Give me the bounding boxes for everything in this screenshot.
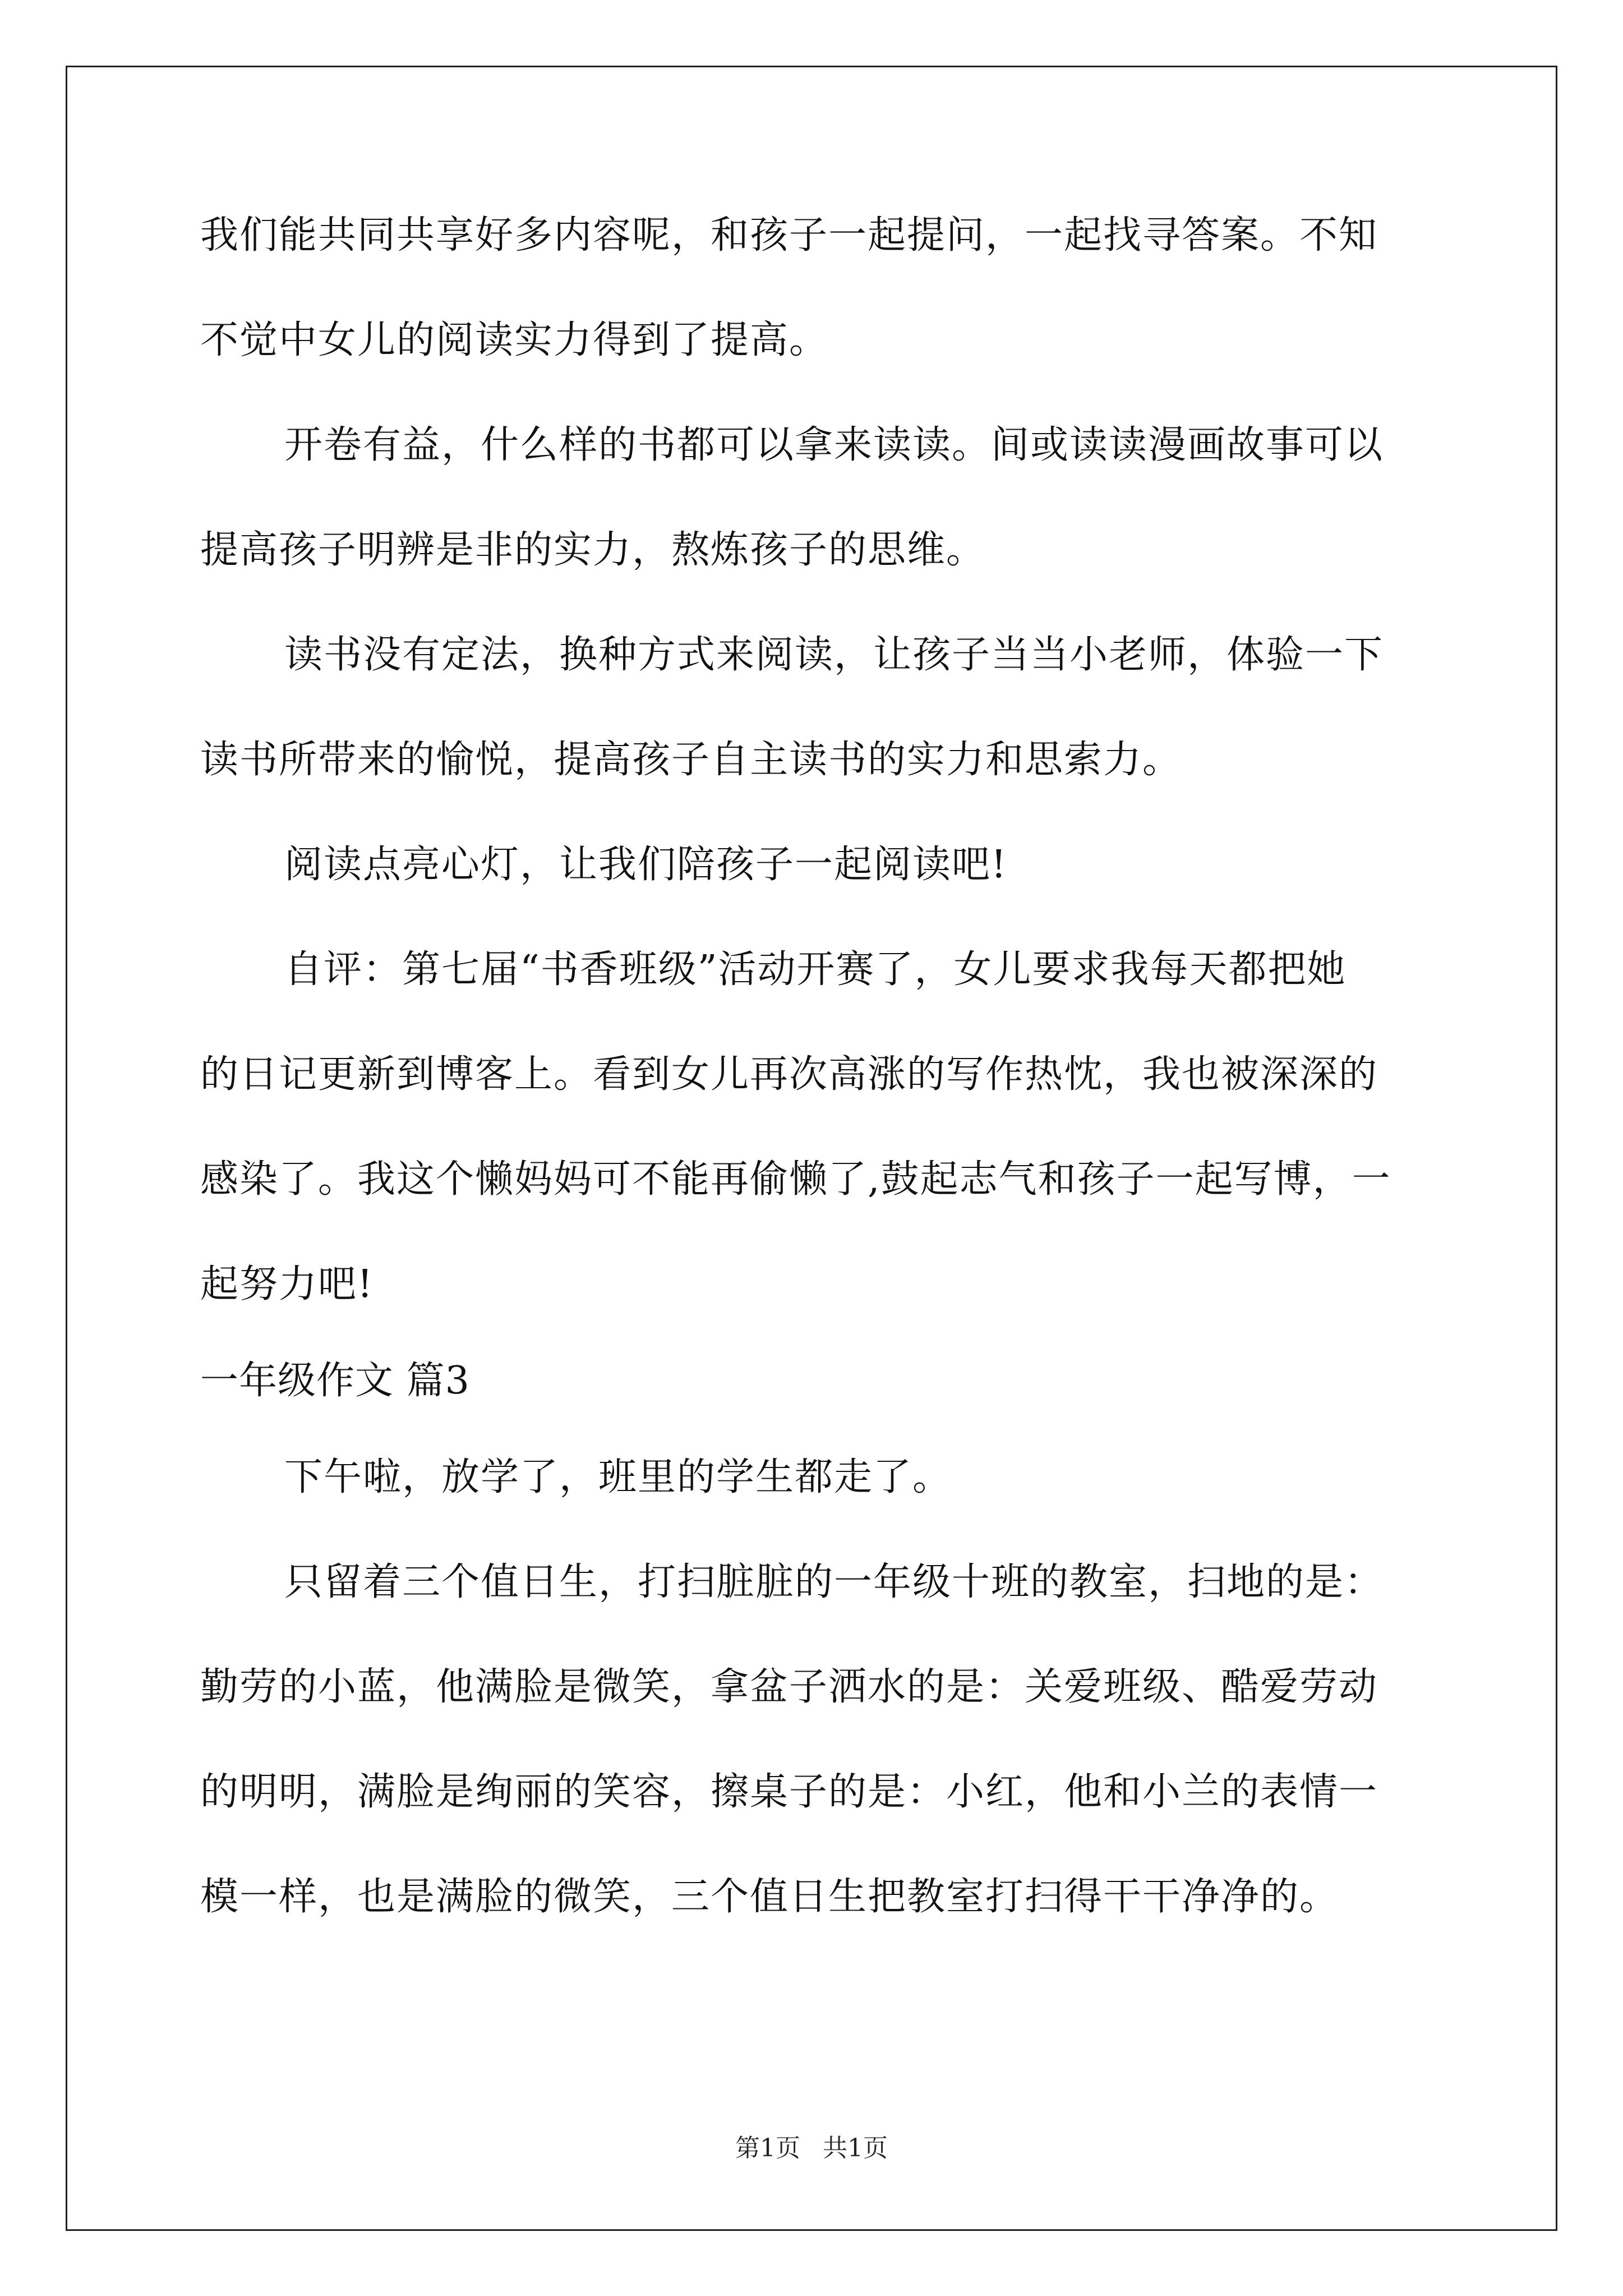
text-line: 我们能共同共享好多内容呢，和孩子一起提问，一起找寻答案。不知 (200, 213, 1378, 257)
text-line: 只留着三个值日生，打扫脏脏的一年级十班的教室，扫地的是： (284, 1560, 1384, 1604)
text-line: 阅读点亮心灯，让我们陪孩子一起阅读吧! (284, 843, 1008, 887)
text-line: 下午啦，放学了，班里的学生都走了。 (284, 1455, 952, 1499)
text-line: 提高孩子明辨是非的实力，熬炼孩子的思维。 (200, 528, 986, 572)
text-line: 不觉中女儿的阅读实力得到了提高。 (200, 318, 829, 362)
page-total: 共1页 (823, 2134, 888, 2162)
text-line: 模一样，也是满脸的微笑，三个值日生把教室打扫得干干净净的。 (200, 1875, 1339, 1919)
text-line: 感染了。我这个懒妈妈可不能再偷懒了,鼓起志气和孩子一起写博，一 (200, 1157, 1391, 1202)
text-line: 读书所带来的愉悦，提高孩子自主读书的实力和思索力。 (200, 738, 1182, 782)
text-line: 勤劳的小蓝，他满脸是微笑，拿盆子洒水的是：关爱班级、酷爱劳动 (200, 1665, 1378, 1709)
text-line: 读书没有定法，换种方式来阅读，让孩子当当小老师，体验一下 (284, 633, 1384, 677)
text-line: 的明明，满脸是绚丽的笑容，擦桌子的是：小红，他和小兰的表情一 (200, 1770, 1378, 1814)
document-body (200, 213, 1434, 1980)
text-line: 自评：第七届“书香班级”活动开赛了，女儿要求我每天都把她 (284, 947, 1347, 992)
section-heading: 一年级作文 篇3 (200, 1359, 470, 1403)
text-line: 的日记更新到博客上。看到女儿再次高涨的写作热忱，我也被深深的 (200, 1052, 1378, 1097)
page-number: 第1页 (735, 2134, 800, 2162)
text-line: 起努力吧! (200, 1262, 374, 1306)
page-footer (0, 2133, 1623, 2164)
text-line: 开卷有益，什么样的书都可以拿来读读。间或读读漫画故事可以 (284, 423, 1384, 467)
